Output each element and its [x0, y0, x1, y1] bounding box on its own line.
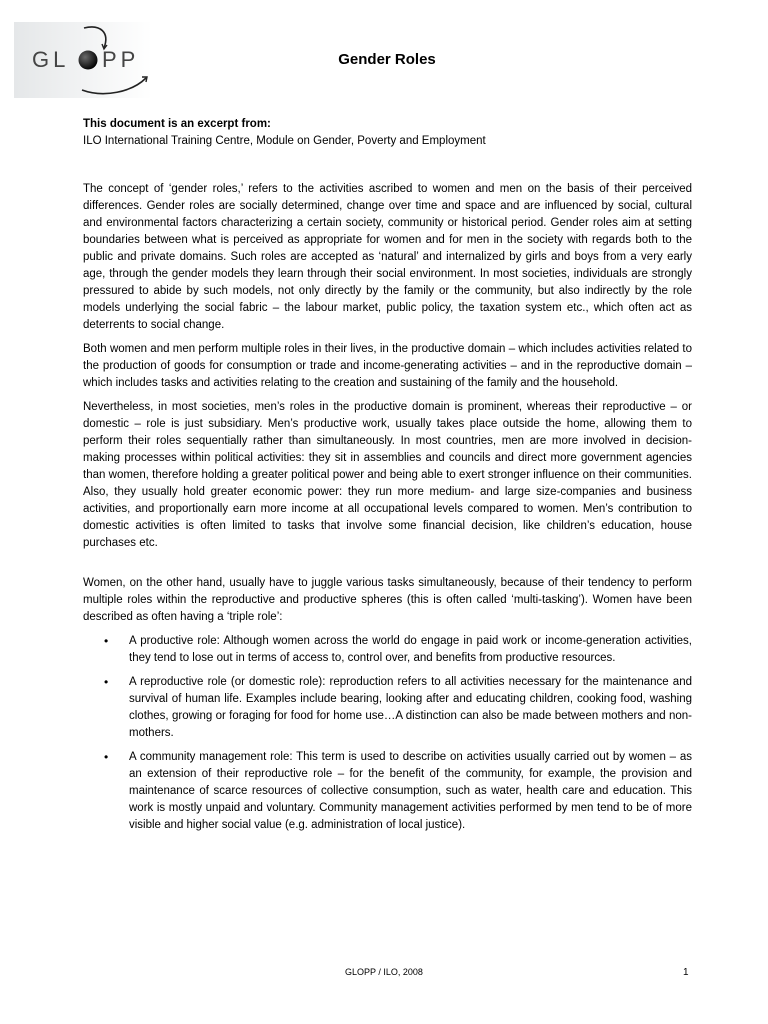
document-title: Gender Roles — [338, 51, 436, 68]
paragraph-mens-roles: Nevertheless, in most societies, men’s roles in the productive domain is prominent, whereas their reproductive – or domestic – role is just subsidiary. Men’s productive work, usually takes place outside the home, allowing them to perform their roles sequentially rather than simultaneously. In most countries, men are more involved in decision-making processes within political activities: they sit in assemblies and councils and direct more government agencies than women, therefore holding a greater political power and being able to exert stronger influence on their communities. Also, they usually hold greater economic power: they run more medium- and large size-companies and business activities, and proportionally earn more income at all occupational levels compared to women. Men’s contribution to domestic activities is often limited to tasks that involve some financial decision, like children’s education, house purchases etc. — [83, 401, 692, 549]
triple-role-list — [83, 633, 692, 834]
excerpt-label: This document is an excerpt from: — [83, 118, 271, 130]
list-item — [83, 633, 692, 667]
paragraph-multiple-roles: Both women and men perform multiple roles in their lives, in the productive domain – which includes activities related to the production of goods for consumption or trade and income-generating activities – and in the reproductive domain – which includes tasks and activities relating to the creation and sustaining of the family and the household. — [83, 343, 692, 389]
list-item-text: A productive role: Although women across the world do engage in paid work or income-generation activities, they tend to lose out in terms of access to, control over, and benefits from productive resources. — [129, 635, 692, 664]
bullet-icon: • — [104, 750, 109, 764]
excerpt-source: ILO International Training Centre, Module on Gender, Poverty and Employment — [83, 135, 486, 147]
svg-text:GL: GL — [32, 47, 70, 72]
page-number: 1 — [683, 967, 689, 978]
list-item-text: A reproductive role (or domestic role): reproduction refers to all activities necessary for the maintenance and survival of human life. Examples include bearing, looking after and educating children, cooking food, washing clothes, growing or foraging for food for home use…A distinction can also be made between mothers and non-mothers. — [129, 676, 692, 739]
bullet-icon: • — [104, 675, 109, 689]
list-item-text: A community management role: This term is used to describe on activities usually carried out by women – as an extension of their reproductive role – for the benefit of the community, for example, the provision and maintenance of scarce resources of collective consumption, such as water, health care and education. This work is mostly unpaid and voluntary. Community management activities performed by men tend to be of more visible and higher social value (e.g. administration of local justice). — [129, 751, 692, 831]
page-footer: GLOPP / ILO, 2008 — [345, 967, 423, 977]
svg-text:PP: PP — [102, 47, 140, 72]
paragraph-womens-roles: Women, on the other hand, usually have to juggle various tasks simultaneously, because of their tendency to perform multiple roles within the reproductive and productive spheres (this is often called ‘multi-tasking’). Women have been described as often having a ‘triple role’: — [83, 577, 692, 623]
bullet-icon: • — [104, 634, 109, 648]
list-item — [83, 674, 692, 742]
list-item — [83, 749, 692, 834]
document-body — [83, 116, 692, 841]
paragraph-gender-roles-concept: The concept of ‘gender roles,’ refers to the activities ascribed to women and men on the basis of their perceived differences. Gender roles are socially determined, change over time and space and are influenced by social, cultural and environmental factors characterizing a certain society, community or historical period. Gender roles aim at setting boundaries between what is perceived as appropriate for women and for men in the society with regards both to the public and private domains. Such roles are accepted as ‘natural’ and internalized by girls and boys from a very early age, through the gender models they learn through their social environment. In most societies, individuals are strongly pressured to abide by such models, not only directly by the family or the community, but also indirectly by the role models underlying the social fabric – the labour market, public policy, the taxation system etc., which often act as deterrents to social change. — [83, 183, 692, 331]
